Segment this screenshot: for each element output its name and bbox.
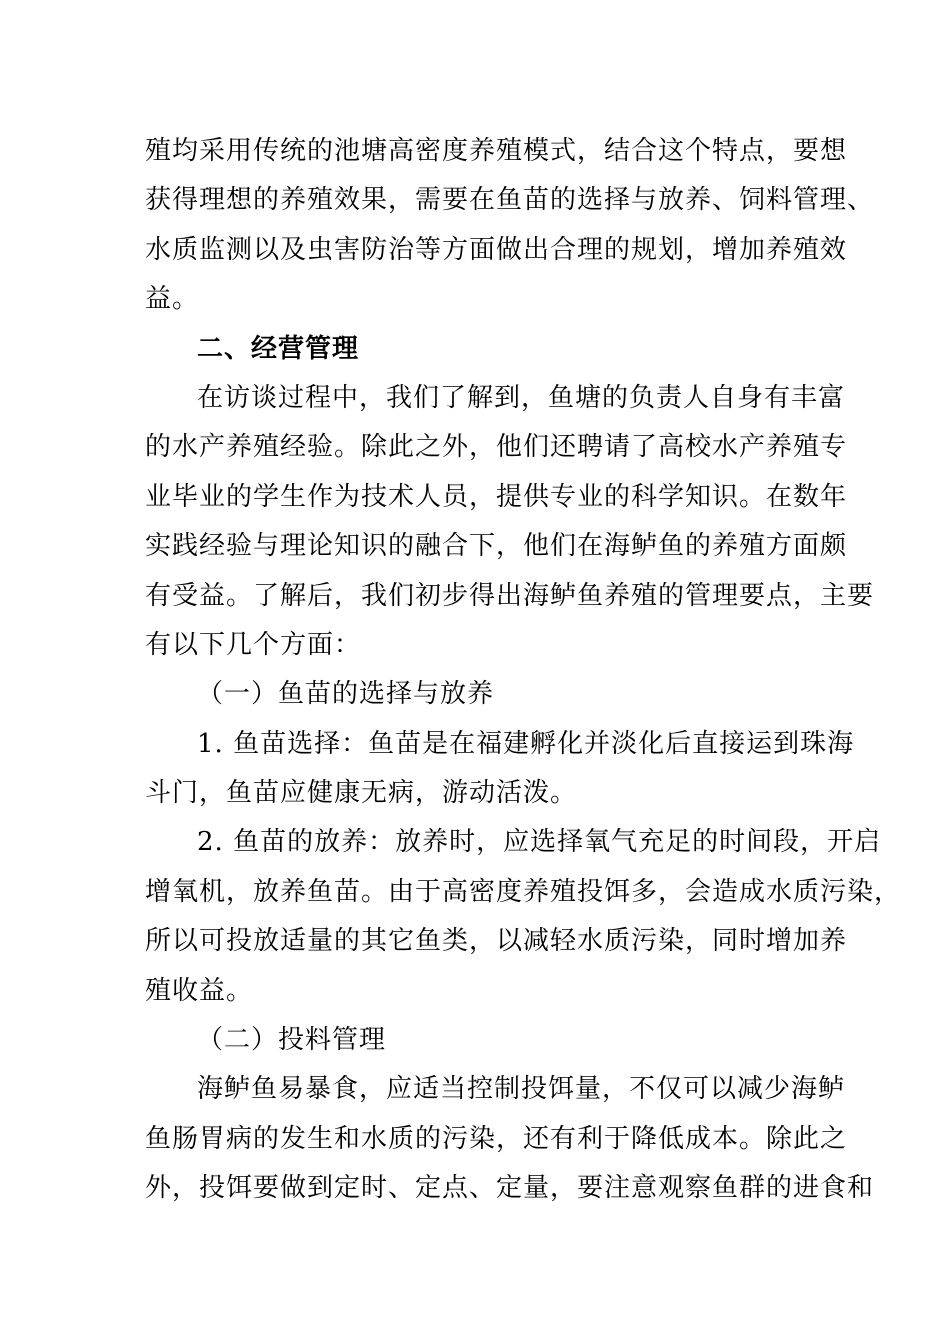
text-line: 益。	[145, 284, 200, 315]
text-line: 殖收益。	[145, 975, 254, 1006]
text-line: 增氧机，放养鱼苗。由于高密度养殖投饵多，会造成水质污染，	[145, 876, 902, 907]
text-line: 2. 鱼苗的放养：放养时，应选择氧气充足的时间段，开启	[197, 827, 882, 858]
text-line: 业毕业的学生作为技术人员，提供专业的科学知识。在数年	[145, 481, 848, 512]
text-line: 水质监测以及虫害防治等方面做出合理的规划，增加养殖效	[145, 234, 848, 265]
text-line: 获得理想的养殖效果，需要在鱼苗的选择与放养、饲料管理、	[145, 185, 875, 216]
text-line: 殖均采用传统的池塘高密度养殖模式，结合这个特点，要想	[145, 136, 848, 166]
text-line: 有受益。了解后，我们初步得出海鲈鱼养殖的管理要点，主要	[145, 580, 875, 611]
text-line: 所以可投放适量的其它鱼类，以减轻水质污染，同时增加养	[145, 926, 848, 957]
text-line: 1. 鱼苗选择：鱼苗是在福建孵化并淡化后直接运到珠海	[197, 728, 855, 759]
text-line: 在访谈过程中，我们了解到，鱼塘的负责人自身有丰富	[197, 382, 846, 413]
section-heading: 二、经营管理	[197, 333, 360, 364]
text-line: 有以下几个方面：	[145, 629, 362, 660]
text-line: 斗门，鱼苗应健康无病，游动活泼。	[145, 778, 578, 809]
subsection-heading: （一）鱼苗的选择与放养	[197, 679, 495, 710]
text-line: 海鲈鱼易暴食，应适当控制投饵量，不仅可以减少海鲈	[197, 1074, 846, 1105]
subsection-heading: （二）投料管理	[197, 1025, 387, 1056]
text-line: 鱼肠胃病的发生和水质的污染，还有利于降低成本。除此之	[145, 1123, 848, 1154]
text-line: 实践经验与理论知识的融合下，他们在海鲈鱼的养殖方面颇	[145, 531, 848, 562]
document-page	[145, 127, 902, 1214]
text-line: 的水产养殖经验。除此之外，他们还聘请了高校水产养殖专	[145, 432, 848, 463]
text-line: 外，投饵要做到定时、定点、定量，要注意观察鱼群的进食和	[145, 1173, 875, 1204]
